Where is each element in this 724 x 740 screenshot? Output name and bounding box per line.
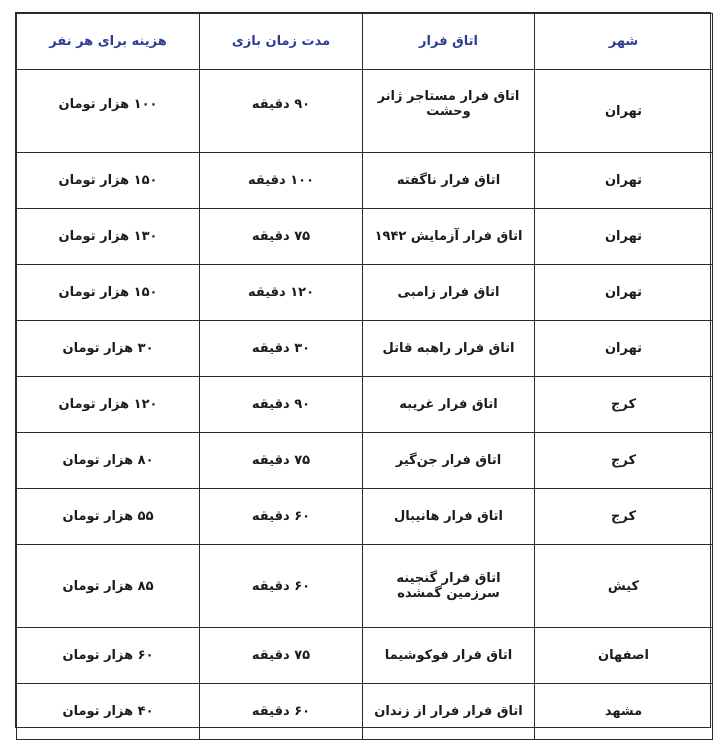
cell-room: اتاق فرار راهبه قاتل bbox=[363, 321, 535, 377]
cell-city: کیش bbox=[535, 545, 713, 628]
cell-duration: ۷۵ دقیقه bbox=[200, 628, 363, 684]
cell-duration: ۶۰ دقیقه bbox=[200, 545, 363, 628]
table-row bbox=[17, 545, 713, 628]
table-row bbox=[17, 684, 713, 740]
cell-cost: ۱۵۰ هزار تومان bbox=[17, 153, 200, 209]
cell-city: کرج bbox=[535, 377, 713, 433]
cell-city: کرج bbox=[535, 489, 713, 545]
table-row bbox=[17, 265, 713, 321]
table-header-row bbox=[17, 14, 713, 70]
cell-cost: ۵۵ هزار تومان bbox=[17, 489, 200, 545]
cell-city: تهران bbox=[535, 265, 713, 321]
cell-cost bbox=[17, 70, 200, 153]
header-duration: مدت زمان بازی bbox=[200, 14, 363, 70]
cell-cost: ۶۰ هزار تومان bbox=[17, 628, 200, 684]
cell-room bbox=[363, 70, 535, 153]
table-row bbox=[17, 70, 713, 153]
cell-cost: ۱۲۰ هزار تومان bbox=[17, 377, 200, 433]
table-row bbox=[17, 377, 713, 433]
cell-room: اتاق فرار غریبه bbox=[363, 377, 535, 433]
escape-room-table-container bbox=[15, 12, 711, 728]
table-row bbox=[17, 433, 713, 489]
cell-duration-text: ۹۰ دقیقه bbox=[251, 96, 311, 112]
escape-room-table bbox=[16, 13, 713, 740]
cell-room: اتاق فرار گنجینه سرزمین گمشده bbox=[363, 545, 535, 628]
cell-room: اتاق فرار زامبی bbox=[363, 265, 535, 321]
cell-duration bbox=[200, 70, 363, 153]
cell-city: تهران bbox=[535, 70, 713, 153]
cell-duration: ۱۲۰ دقیقه bbox=[200, 265, 363, 321]
cell-duration: ۱۰۰ دقیقه bbox=[200, 153, 363, 209]
table-row bbox=[17, 489, 713, 545]
header-room: اتاق فرار bbox=[363, 14, 535, 70]
cell-cost: ۳۰ هزار تومان bbox=[17, 321, 200, 377]
cell-room: اتاق فرار فوکوشیما bbox=[363, 628, 535, 684]
cell-cost: ۴۰ هزار تومان bbox=[17, 684, 200, 740]
cell-duration: ۶۰ دقیقه bbox=[200, 489, 363, 545]
cell-city: تهران bbox=[535, 153, 713, 209]
cell-cost: ۸۰ هزار تومان bbox=[17, 433, 200, 489]
cell-duration: ۶۰ دقیقه bbox=[200, 684, 363, 740]
header-cost: هزینه برای هر نفر bbox=[17, 14, 200, 70]
table-row bbox=[17, 321, 713, 377]
cell-duration: ۷۵ دقیقه bbox=[200, 209, 363, 265]
cell-cost: ۱۳۰ هزار تومان bbox=[17, 209, 200, 265]
header-city: شهر bbox=[535, 14, 713, 70]
table-row bbox=[17, 628, 713, 684]
cell-city: مشهد bbox=[535, 684, 713, 740]
cell-room: اتاق فرار ناگفته bbox=[363, 153, 535, 209]
cell-city: اصفهان bbox=[535, 628, 713, 684]
cell-cost: ۱۵۰ هزار تومان bbox=[17, 265, 200, 321]
cell-room-text: اتاق فرار مستاجر ژانر وحشت bbox=[377, 89, 520, 119]
cell-cost: ۸۵ هزار تومان bbox=[17, 545, 200, 628]
cell-room: اتاق فرار جن‌گیر bbox=[363, 433, 535, 489]
cell-cost-text: ۱۰۰ هزار تومان bbox=[58, 96, 158, 112]
cell-duration: ۷۵ دقیقه bbox=[200, 433, 363, 489]
cell-room: اتاق فرار هانیبال bbox=[363, 489, 535, 545]
cell-city: کرج bbox=[535, 433, 713, 489]
table-row bbox=[17, 209, 713, 265]
cell-room: اتاق فرار آزمایش ۱۹۴۲ bbox=[363, 209, 535, 265]
cell-duration: ۳۰ دقیقه bbox=[200, 321, 363, 377]
cell-duration: ۹۰ دقیقه bbox=[200, 377, 363, 433]
cell-city: تهران bbox=[535, 321, 713, 377]
table-row bbox=[17, 153, 713, 209]
cell-city: تهران bbox=[535, 209, 713, 265]
cell-room: اتاق فرار فرار از زندان bbox=[363, 684, 535, 740]
